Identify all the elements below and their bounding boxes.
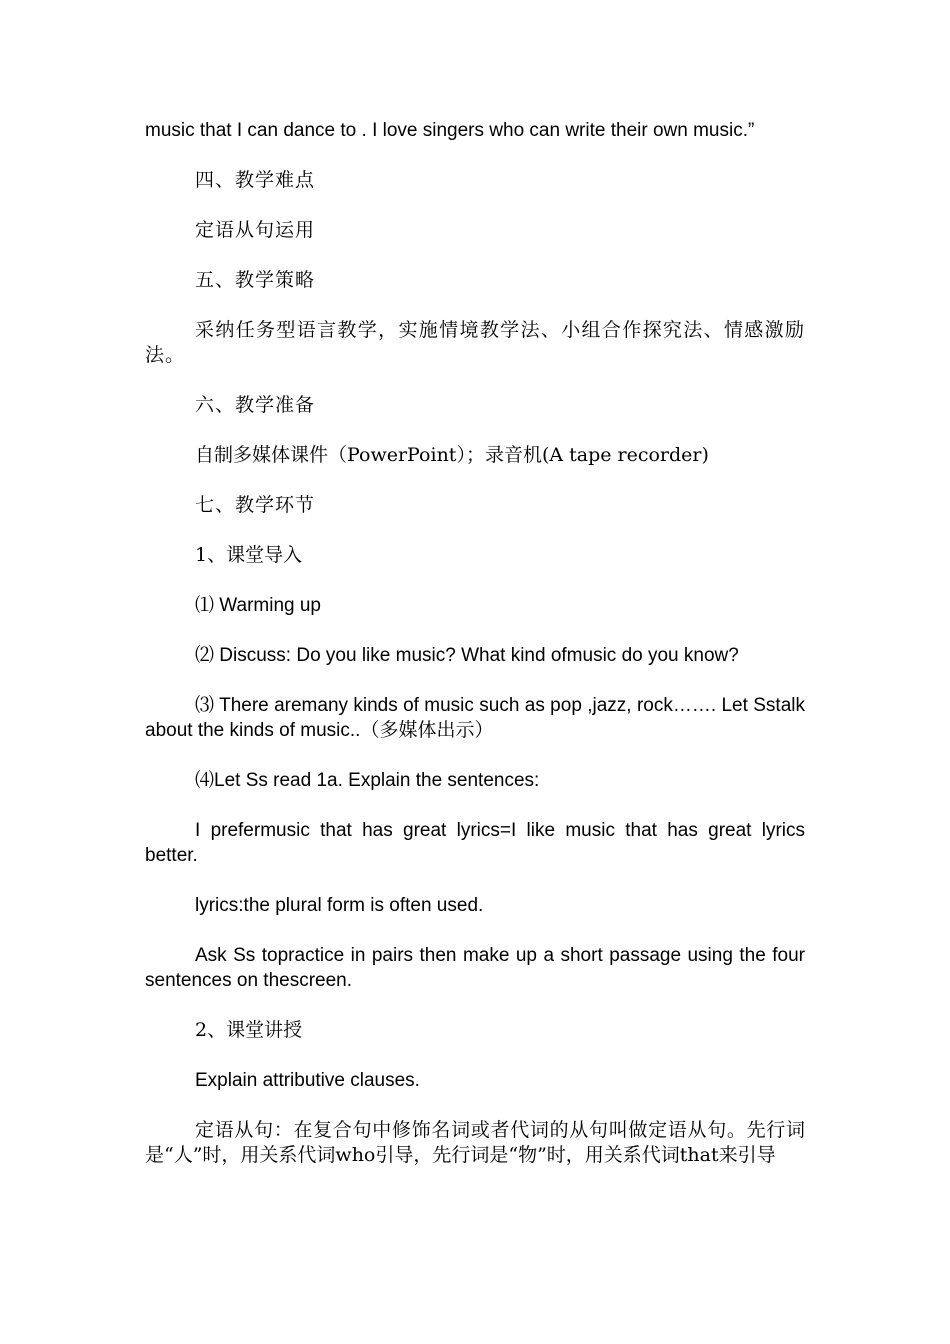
heading-teaching-strategy: 五、教学策略 [195,269,316,291]
paragraph-preparation-content: 自制多媒体课件（PowerPoint）；录音机(A tape recorder) [195,444,709,466]
paragraph-explain-clauses: Explain attributive clauses. [195,1070,420,1091]
paragraph-attributive-definition: 定语从句：在复合句中修饰名词或者代词的从句叫做定语从句。先行词是“人”时，用关系代词who引导，先行词是“物”时，用关系代词that来引导 [145,1119,805,1166]
step-warming-up: ⑴ Warming up [195,595,321,616]
document-body [145,118,805,1193]
paragraph-difficulty-content: 定语从句运用 [195,219,316,241]
step-kinds-of-music: ⑶ There aremany kinds of music such as pop ,jazz, rock……. Let Sstalk about the kinds of music..（多媒体出示） [145,695,805,741]
heading-teaching-steps: 七、教学环节 [195,494,316,516]
step-read-1a: ⑷Let Ss read 1a. Explain the sentences: [195,770,540,791]
heading-lead-in: 1、课堂导入 [195,544,303,566]
step-discuss: ⑵ Discuss: Do you like music? What kind ofmusic do you know? [195,645,739,666]
paragraph-pair-practice: Ask Ss topractice in pairs then make up a short passage using the four sentences on thescreen. [145,945,805,991]
heading-lecture: 2、课堂讲授 [195,1019,303,1041]
paragraph-prefer-explanation: I prefermusic that has great lyrics=I like music that has great lyrics better. [145,820,805,866]
paragraph-strategy-content: 采纳任务型语言教学，实施情境教学法、小组合作探究法、情感激励法。 [145,319,805,366]
heading-teaching-difficulty: 四、教学难点 [195,169,316,191]
paragraph-quote-end: music that I can dance to . I love singers who can write their own music.” [145,120,755,141]
heading-teaching-preparation: 六、教学准备 [195,394,316,416]
paragraph-lyrics-note: lyrics:the plural form is often used. [195,895,484,916]
